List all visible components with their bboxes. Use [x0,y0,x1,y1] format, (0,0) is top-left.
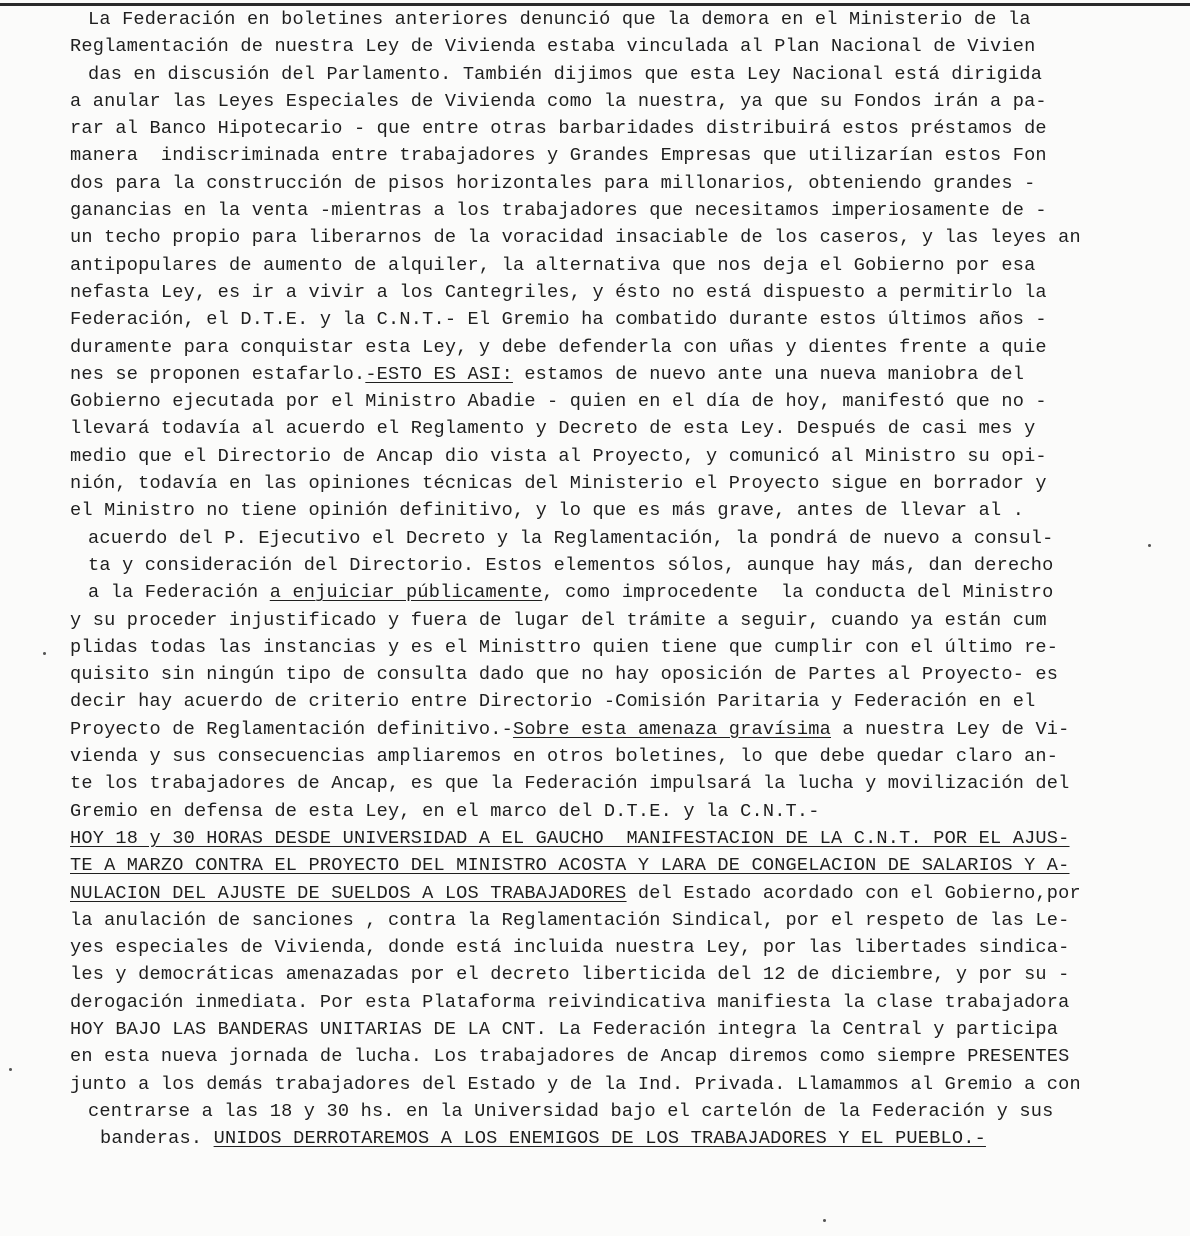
text-line [70,415,1180,442]
margin-speck [823,1219,826,1222]
text-run: yes especiales de Vivienda, donde está incluida nuestra Ley, por las libertades sindica- [70,937,1070,959]
text-run: a la Federación [88,582,270,604]
text-line [70,306,1180,333]
text-run: llevará todavía al acuerdo el Reglamento y Decreto de esta Ley. Después de casi mes y [70,418,1036,440]
text-run: estamos de nuevo ante una nueva maniobra del [512,363,1025,385]
text-run: te los trabajadores de Ancap, es que la Federación impulsará la lucha y movilización del [70,773,1070,795]
text-run: vienda y sus consecuencias ampliaremos en otros boletines, lo que debe quedar claro an- [70,746,1059,768]
text-run: en esta nueva jornada de lucha. Los trabajadores de Ancap diremos como siempre PRESENTES [70,1046,1070,1068]
margin-speck [1148,544,1151,547]
text-run: dos para la construcción de pisos horizontales para millonarios, obteniendo grandes - [70,172,1036,194]
text-line [70,1071,1180,1098]
text-line [70,6,1180,33]
text-run: antipopulares de aumento de alquiler, la alternativa que nos deja el Gobierno por esa [70,254,1036,276]
text-line [70,1016,1180,1043]
text-run: centrarse a las 18 y 30 hs. en la Universidad bajo el cartelón de la Federación y sus [88,1100,1054,1122]
underlined-text: NULACION DEL AJUSTE DE SUELDOS A LOS TRABAJADORES [70,882,627,904]
text-run: ta y consideración del Directorio. Estos elementos sólos, aunque hay más, dan derecho [88,554,1054,576]
text-line [70,1125,1180,1152]
text-line [70,142,1180,169]
margin-speck [9,1068,12,1071]
text-line [70,552,1180,579]
text-run: junto a los demás trabajadores del Estado y de la Ind. Privada. Llamammos al Gremio a con [70,1073,1081,1095]
underlined-text: -ESTO ES ASI: [365,363,513,385]
underlined-text: Sobre esta amenaza gravísima [512,718,831,740]
text-run: a anular las Leyes Especiales de Vivienda como la nuestra, ya que su Fondos irán a pa- [70,90,1047,112]
text-line [70,497,1180,524]
text-run: Federación, el D.T.E. y la C.N.T.- El Gremio ha combatido durante estos últimos años - [70,309,1047,331]
text-run: Proyecto de Reglamentación definitivo.- [70,718,513,740]
text-run: das en discusión del Parlamento. También dijimos que esta Ley Nacional está dirigida [88,63,1043,85]
text-run: Gremio en defensa de esta Ley, en el marco del D.T.E. y la C.N.T.- [70,800,820,822]
text-line [70,334,1180,361]
text-run: , como improcedente la conducta del Ministro [542,582,1054,604]
text-line [70,388,1180,415]
text-line [70,361,1180,388]
text-line [70,279,1180,306]
text-run: les y democráticas amenazadas por el decreto liberticida del 12 de diciembre, y por su - [70,964,1070,986]
text-line [70,197,1180,224]
document-body [70,6,1180,1152]
text-line [70,579,1180,606]
text-run: decir hay acuerdo de criterio entre Directorio -Comisión Paritaria y Federación en el [70,691,1036,713]
text-run: nefasta Ley, es ir a vivir a los Cantegriles, y ésto no está dispuesto a permitirlo la [70,281,1047,303]
text-line [70,1043,1180,1070]
text-run: La Federación en boletines anteriores denunció que la demora en el Ministerio de la [88,9,1031,30]
text-line [70,88,1180,115]
text-line [70,961,1180,988]
text-run: nes se proponen estafarlo. [70,363,366,385]
text-run: nión, todavía en las opiniones técnicas del Ministerio el Proyecto sigue en borrador y [70,473,1047,495]
text-line [70,470,1180,497]
text-line [70,716,1180,743]
text-run: HOY BAJO LAS BANDERAS UNITARIAS DE LA CNT. La Federación integra la Central y participa [70,1018,1059,1040]
text-run: quisito sin ningún tipo de consulta dado que no hay oposición de Partes al Proyecto- es [70,664,1059,686]
text-run: Reglamentación de nuestra Ley de Vivienda estaba vinculada al Plan Nacional de Vivien [70,36,1036,58]
text-line [70,743,1180,770]
text-line [70,989,1180,1016]
text-line [70,770,1180,797]
text-line [70,170,1180,197]
text-line [70,607,1180,634]
underlined-text: UNIDOS DERROTAREMOS A LOS ENEMIGOS DE LOS TRABAJADORES Y EL PUEBLO.- [213,1128,986,1150]
text-line [70,525,1180,552]
text-line [70,33,1180,60]
text-line [70,252,1180,279]
text-run: a nuestra Ley de Vi- [831,718,1070,740]
text-line [70,907,1180,934]
text-line [70,880,1180,907]
text-line [70,688,1180,715]
underlined-text: HOY 18 y 30 HORAS DESDE UNIVERSIDAD A EL GAUCHO MANIFESTACION DE LA C.N.T. POR EL AJUS- [70,827,1070,849]
text-run: derogación inmediata. Por esta Plataforma reivindicativa manifiesta la clase trabajadora [70,991,1070,1013]
text-line [70,1098,1180,1125]
text-line [70,61,1180,88]
text-line [70,661,1180,688]
text-run: la anulación de sanciones , contra la Reglamentación Sindical, por el respeto de las Le- [70,909,1070,931]
text-run: plidas todas las instancias y es el Ministtro quien tiene que cumplir con el último re- [70,636,1059,658]
text-line [70,443,1180,470]
text-line [70,115,1180,142]
text-run: duramente para conquistar esta Ley, y debe defenderla con uñas y dientes frente a quie [70,336,1047,358]
text-run: acuerdo del P. Ejecutivo el Decreto y la Reglamentación, la pondrá de nuevo a consul- [88,527,1054,549]
underlined-text: a enjuiciar públicamente [269,582,543,604]
text-line [70,934,1180,961]
text-line [70,852,1180,879]
text-run: del Estado acordado con el Gobierno,por [626,882,1081,904]
underlined-text: TE A MARZO CONTRA EL PROYECTO DEL MINISTRO ACOSTA Y LARA DE CONGELACION DE SALARIOS Y A- [70,855,1070,877]
text-run: el Ministro no tiene opinión definitivo, y lo que es más grave, antes de llevar al . [70,500,1025,522]
text-line [70,634,1180,661]
text-run: manera indiscriminada entre trabajadores y Grandes Empresas que utilizarían estos Fon [70,145,1047,167]
margin-speck [43,652,46,655]
text-line [70,224,1180,251]
text-run: rar al Banco Hipotecario - que entre otras barbaridades distribuirá estos préstamos de [70,118,1047,140]
text-line [70,798,1180,825]
text-line [70,825,1180,852]
text-run: banderas. [100,1128,214,1150]
text-run: y su proceder injustificado y fuera de lugar del trámite a seguir, cuando ya están cum [70,609,1047,631]
text-run: un techo propio para liberarnos de la voracidad insaciable de los caseros, y las leyes an [70,227,1081,249]
text-run: medio que el Directorio de Ancap dio vista al Proyecto, y comunicó al Ministro su opi- [70,445,1047,467]
text-run: Gobierno ejecutada por el Ministro Abadie - quien en el día de hoy, manifestó que no - [70,391,1047,413]
text-run: ganancias en la venta -mientras a los trabajadores que necesitamos imperiosamente de - [70,200,1047,222]
